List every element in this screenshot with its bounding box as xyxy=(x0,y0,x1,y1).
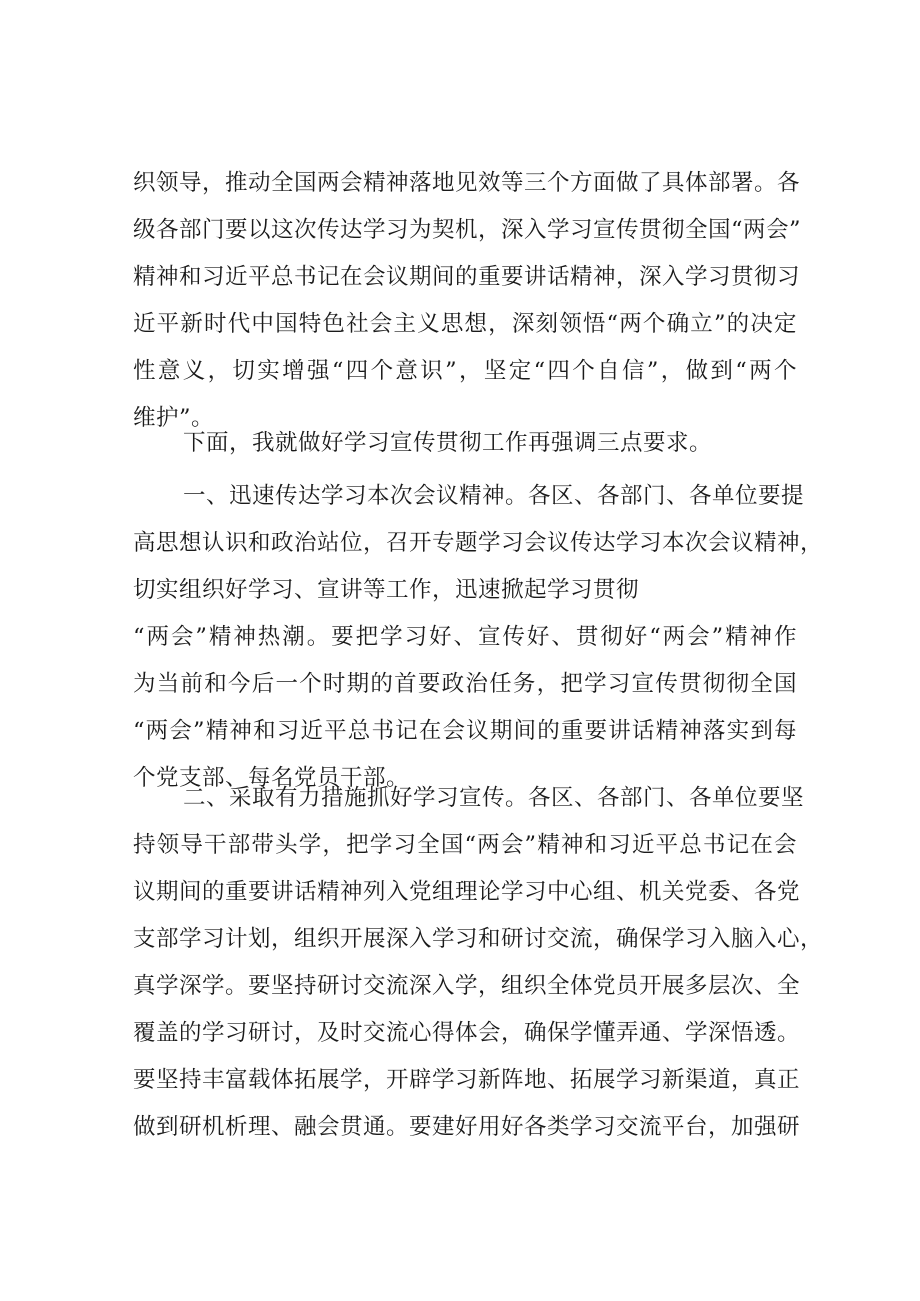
paragraph-line: 个党支部、每名党员干部。 xyxy=(133,765,410,791)
paragraph-line: 覆盖的学习研讨，及时交流心得体会，确保学懂弄通、学深悟透。 xyxy=(133,1020,801,1046)
paragraph-line: “两会”精神和习近平总书记在会议期间的重要讲话精神落实到每 xyxy=(133,718,797,744)
paragraph-4 xyxy=(133,775,824,1151)
paragraph-line: 二、采取有力措施抓好学习宣传。各区、各部门、各单位要坚 xyxy=(183,785,805,811)
paragraph-line: 议期间的重要讲话精神列入党组理论学习中心组、机关党委、各党 xyxy=(133,879,801,905)
paragraph-line: 精神和习近平总书记在会议期间的重要讲话精神，深入学习贯彻习 xyxy=(133,264,801,290)
paragraph-line: 下面，我就做好学习宣传贯彻工作再强调三点要求。 xyxy=(183,430,713,456)
paragraph-line: 为当前和今后一个时期的首要政治任务，把学习宣传贯彻彻全国 xyxy=(133,671,797,697)
paragraph-line: 持领导干部带头学，把学习全国“两会”精神和习近平总书记在会 xyxy=(133,832,797,858)
paragraph-1 xyxy=(133,160,802,442)
paragraph-line: 维护”。 xyxy=(133,405,215,431)
paragraph-line: 要坚持丰富载体拓展学，开辟学习新阵地、拓展学习新渠道，真正 xyxy=(133,1067,801,1093)
paragraph-3 xyxy=(133,473,824,802)
paragraph-line: 一、迅速传达学习本次会议精神。各区、各部门、各单位要提 xyxy=(183,483,805,509)
paragraph-line: 近平新时代中国特色社会主义思想，深刻领悟“两个确立”的决定 xyxy=(133,311,797,337)
paragraph-2 xyxy=(133,420,797,467)
paragraph-line: “两会”精神热潮。要把学习好、宣传好、贯彻好“两会”精神作 xyxy=(133,624,797,650)
paragraph-line: 织领导，推动全国两会精神落地见效等三个方面做了具体部署。各 xyxy=(133,170,801,196)
paragraph-line: 切实组织好学习、宣讲等工作，迅速掀起学习贯彻 xyxy=(133,577,640,603)
paragraph-line: 级各部门要以这次传达学习为契机，深入学习宣传贯彻全国“两会” xyxy=(133,217,802,243)
paragraph-line: 真学深学。要坚持研讨交流深入学，组织全体党员开展多层次、全 xyxy=(133,973,801,999)
paragraph-line: 做到研机析理、融会贯通。要建好用好各类学习交流平台，加强研 xyxy=(133,1114,801,1140)
paragraph-line: 支部学习计划，组织开展深入学习和研讨交流，确保学习入脑入心， xyxy=(133,926,824,952)
paragraph-line: 高思想认识和政治站位，召开专题学习会议传达学习本次会议精神， xyxy=(133,530,824,556)
paragraph-line: 性意义，切实增强“四个意识”，坚定“四个自信”，做到“两个 xyxy=(133,358,797,384)
